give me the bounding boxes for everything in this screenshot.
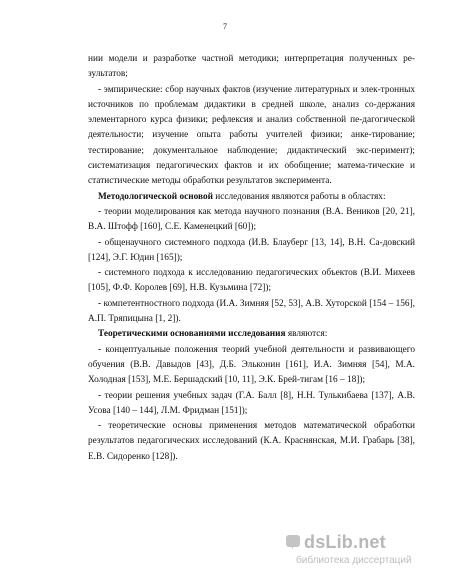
paragraph-text: компетентностного подхода (И.А. Зимняя [52, 53], А.В. Хуторской [154 – 156], А.П. Тряпицына [1, 2]). xyxy=(88,298,415,325)
paragraph-text: концептуальные положения теорий учебной деятельности и развивающего обучения (В.В. Давыдов [43], Д.Б. Эльконин [161], И.А. Зимняя [54], М.А. Холодная [153], М.Е. Бершадский [10, 11], Э.К. Брей-тигам [16 – 18]); xyxy=(88,344,415,386)
paragraph xyxy=(88,83,415,190)
bullet-mark: - xyxy=(98,206,102,217)
paragraph xyxy=(88,266,415,297)
paragraph xyxy=(88,190,415,205)
paragraph xyxy=(88,327,415,342)
bullet-mark: - xyxy=(98,268,102,279)
paragraph-text: общенаучного системного подхода (И.В. Блауберг [13, 14], В.Н. Са-довский [124], Э.Г. Юдин [165]); xyxy=(88,237,415,263)
dslib-watermark xyxy=(286,532,436,572)
speech-bubble-icon xyxy=(286,535,300,547)
paragraph xyxy=(88,343,415,389)
bullet-mark: - xyxy=(98,237,102,248)
bold-lead: Методологической основой xyxy=(98,191,213,202)
paragraph-text: исследования являются работы в областях: xyxy=(212,191,386,202)
paragraph-text: теории решения учебных задач (Г.А. Балл [8], Н.Н. Тулькибаева [137], А.В. Усова [140 – 144], Л.М. Фридман [151]); xyxy=(88,390,415,416)
watermark-logo: dsLib.net xyxy=(304,532,386,552)
paragraph xyxy=(88,205,415,236)
bullet-mark: - xyxy=(98,84,102,95)
bold-lead: Теоретическими основаниями исследования xyxy=(98,329,286,340)
paragraph xyxy=(88,52,415,83)
bullet-mark: - xyxy=(98,390,102,401)
bullet-mark: - xyxy=(98,344,102,355)
paragraph-text: теории моделирования как метода научного познания (В.А. Веников [20, 21], В.А. Штофф [160], С.Е. Каменецкий [60]); xyxy=(88,206,415,233)
bullet-mark: - xyxy=(98,298,102,309)
watermark-subtitle: библиотека диссертаций xyxy=(296,555,412,566)
paragraph-text: нии модели и разработке частной методики; интерпретация полученных ре-зультатов; xyxy=(88,54,415,80)
paragraph xyxy=(88,297,415,328)
paragraph-text: теоретические основы применения методов математической обработки результатов педагогических исследований (К.А. Краснянская, М.И. Грабарь [38], Е.В. Сидоренко [128]). xyxy=(88,421,415,462)
document-body xyxy=(88,52,415,465)
paragraph xyxy=(88,236,415,267)
bullet-mark: - xyxy=(98,421,102,432)
paragraph-text: являются: xyxy=(285,329,328,340)
paragraph xyxy=(88,419,415,465)
paragraph-text: эмпирические: сбор научных фактов (изучение литературных и элек-тронных источников по проблемам дидактики в средней школе, анализ со-держания элементарного курса физики; рефлексия и анализ собственной пе-дагогической деятельности; изучение опыта работы учителей физики; анке-тирование; тестирование; документальное наблюдение; дидактический экс-перимент); систематизация педагогических фактов и их обобщение; матема-тические и статистические методы обработки результатов эксперимента. xyxy=(88,84,415,187)
paragraph xyxy=(88,389,415,420)
page-number: 7 xyxy=(223,22,227,31)
paragraph-text: системного подхода к исследованию педагогических объектов (В.И. Михеев [105], Ф.Ф. Королев [69], Н.В. Кузьмина [72]); xyxy=(88,268,415,294)
